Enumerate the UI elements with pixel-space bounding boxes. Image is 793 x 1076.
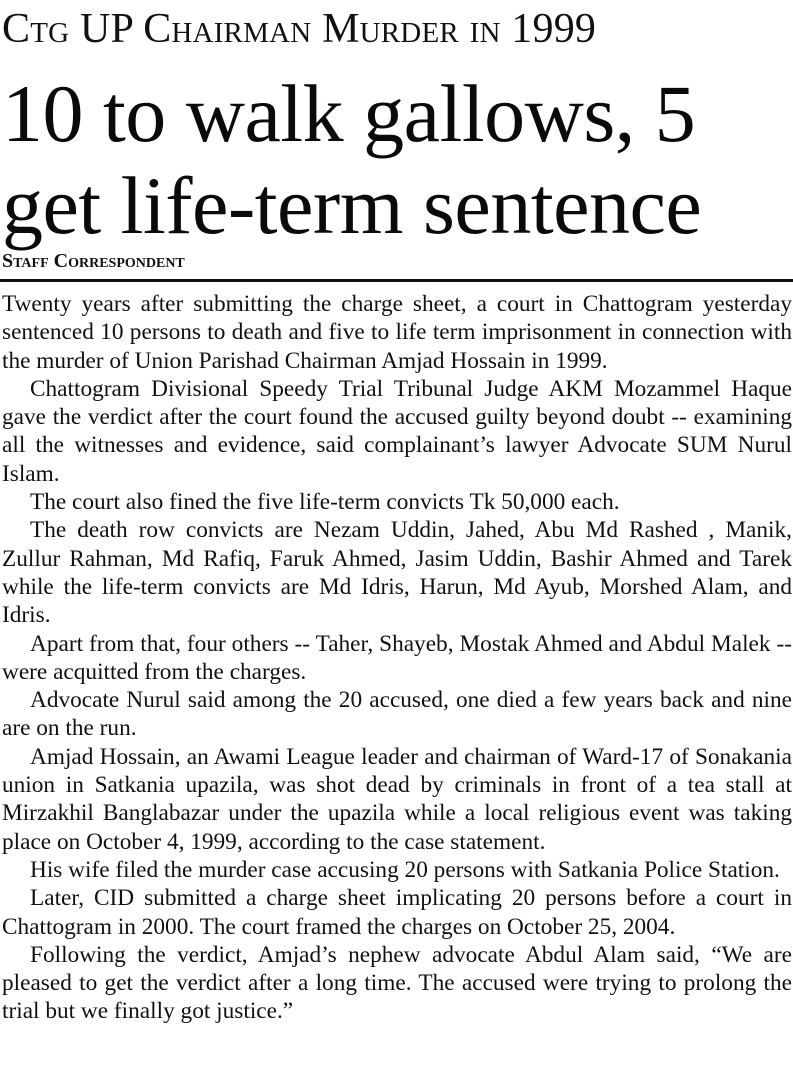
paragraph: His wife filed the murder case accusing 20 persons with Satkania Police Station.	[30, 856, 780, 883]
paragraph: Apart from that, four others -- Taher, Shayeb, Mostak Ahmed and Abdul Malek -- were acquitted from the charges.	[2, 630, 792, 685]
paragraph: Later, CID submitted a charge sheet implicating 20 persons before a court in Chattogram in 2000. The court framed the charges on October 25, 2004.	[2, 885, 792, 940]
paragraph: The death row convicts are Nezam Uddin, Jahed, Abu Md Rashed , Manik, Zullur Rahman, Md Rafiq, Faruk Ahmed, Jasim Uddin, Bashir Ahmed and Tarek while the life-term convicts are Md Idris, Harun, Md Ayub, Morshed Alam, and Idris.	[2, 517, 792, 629]
paragraph: Twenty years after submitting the charge sheet, a court in Chattogram yesterday sentenced 10 persons to death and five to life term imprisonment in connection with the murder of Union Parishad Chairman Amjad Hossain in 1999.	[2, 291, 792, 374]
paragraph: Chattogram Divisional Speedy Trial Tribunal Judge AKM Mozammel Haque gave the verdict after the court found the accused guilty beyond doubt -- examining all the witnesses and evidence, said complainant’s lawyer Advocate SUM Nurul Islam.	[2, 375, 792, 487]
article-headline: 10 to walk gallows, 5 get life-term sentence	[2, 68, 702, 251]
article-kicker: Ctg UP Chairman Murder in 1999	[2, 6, 597, 52]
paragraph: Following the verdict, Amjad’s nephew advocate Abdul Alam said, “We are pleased to get the verdict after a long time. The accused were trying to prolong the trial but we finally got justice.”	[2, 941, 792, 1025]
paragraph: Amjad Hossain, an Awami League leader and chairman of Ward-17 of Sonakania union in Satkania upazila, was shot dead by criminals in front of a tea stall at Mirzakhil Banglabazar under the upazila while a local religious event was taking place on October 4, 1999, according to the case statement.	[2, 743, 792, 855]
paragraph: Advocate Nurul said among the 20 accused, one died a few years back and nine are on the run.	[2, 687, 792, 742]
byline-divider	[0, 279, 793, 282]
article-body	[2, 290, 792, 1026]
article-byline: Staff Correspondent	[2, 250, 185, 272]
paragraph: The court also fined the five life-term convicts Tk 50,000 each.	[30, 489, 620, 516]
